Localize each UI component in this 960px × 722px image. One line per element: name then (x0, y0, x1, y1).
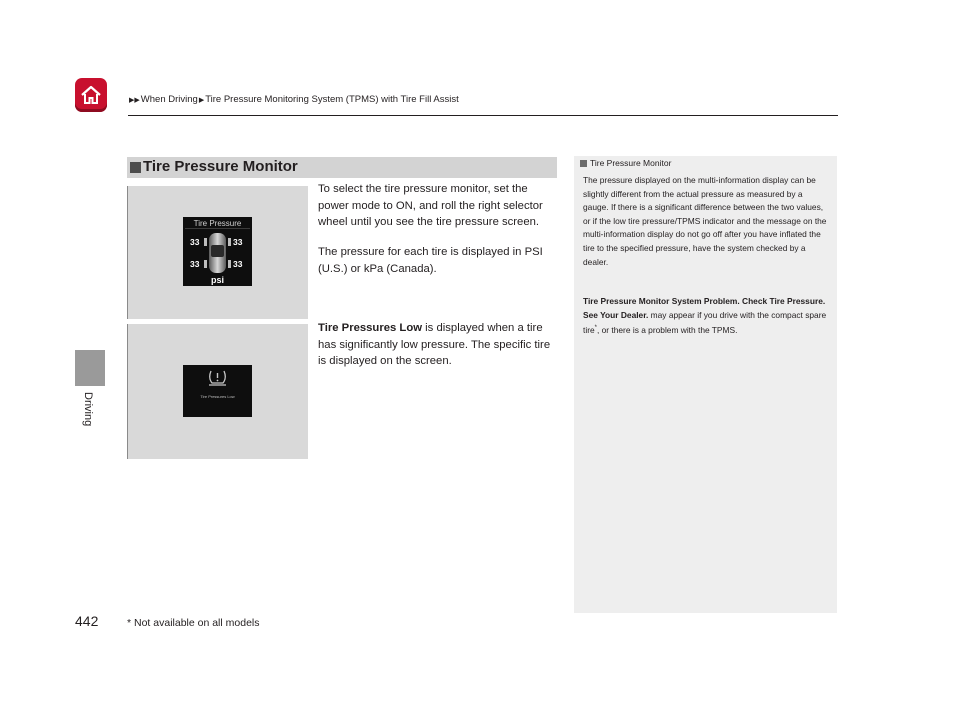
warning-message: Tire Pressures Low (200, 394, 235, 399)
tire-pressure-screen-illustration (127, 186, 308, 319)
display-screen (183, 365, 252, 417)
breadcrumb-arrow-icon: ▶▶ (129, 97, 140, 104)
header-divider (128, 115, 838, 116)
bold-term: Tire Pressures Low (318, 322, 423, 334)
breadcrumb (128, 94, 459, 105)
tire-pressure-value: 33 (233, 259, 243, 269)
section-square-icon (130, 162, 141, 173)
tire-pressure-value: 33 (190, 237, 200, 247)
body-paragraph (318, 320, 561, 370)
section-header (127, 157, 557, 178)
tpms-warning-icon (209, 371, 226, 385)
tire-icon (228, 260, 231, 268)
page-number: 442 (75, 613, 99, 629)
breadcrumb-arrow-icon: ▶ (198, 97, 205, 104)
body-text-rest: is displayed when a tire has significantly low pressure. The specific tire is displayed on the screen. (318, 322, 551, 367)
pressure-unit: psi (210, 275, 225, 285)
tire-icon (204, 238, 207, 246)
note-title-text: Tire Pressure Monitor (590, 158, 672, 168)
tire-icon (204, 260, 207, 268)
footnote: * Not available on all models (127, 617, 260, 629)
note-text: may appear if you drive with the compact spare tire (583, 309, 827, 335)
breadcrumb-item[interactable]: Tire Pressure Monitoring System (TPMS) with Tire Fill Assist (205, 94, 459, 105)
footnote-marker[interactable]: * (594, 325, 597, 332)
section-title: Tire Pressure Monitor (143, 158, 298, 175)
note-title (580, 158, 671, 168)
home-button[interactable] (75, 78, 107, 112)
tire-pressure-value: 33 (233, 237, 243, 247)
breadcrumb-item[interactable]: When Driving (140, 94, 198, 105)
screen-title: Tire Pressure (193, 219, 242, 228)
note-paragraph (583, 295, 828, 338)
note-paragraph: The pressure displayed on the multi-information display can be slightly different from the actual pressure as measured by a gauge. If there is a significant difference between the two values, or if the low tire pressure/TPMS indicator and the message on the multi-information display do not go off after you have inflated the tire to the specified pressure, have the system checked by a dealer. (583, 175, 827, 267)
section-label: Driving (82, 392, 94, 427)
section-tab[interactable] (75, 350, 105, 386)
tire-pressures-low-illustration (127, 324, 308, 459)
tire-pressure-display (183, 217, 252, 286)
body-paragraph: To select the tire pressure monitor, set the power mode to ON, and roll the right selector wheel until you see the tire pressure screen. (318, 183, 543, 228)
body-paragraph: The pressure for each tire is displayed in PSI (U.S.) or kPa (Canada). (318, 246, 543, 275)
note-bold-message: Tire Pressure Monitor System Problem. Check Tire Pressure. See Your Dealer. (583, 296, 826, 320)
note-reference-icon (580, 160, 587, 167)
display-screen (183, 217, 252, 286)
note-text: , or there is a problem with the TPMS. (596, 324, 738, 335)
low-pressure-display (183, 365, 252, 417)
home-icon (80, 84, 102, 106)
tire-pressure-value: 33 (190, 259, 200, 269)
tire-icon (228, 238, 231, 246)
